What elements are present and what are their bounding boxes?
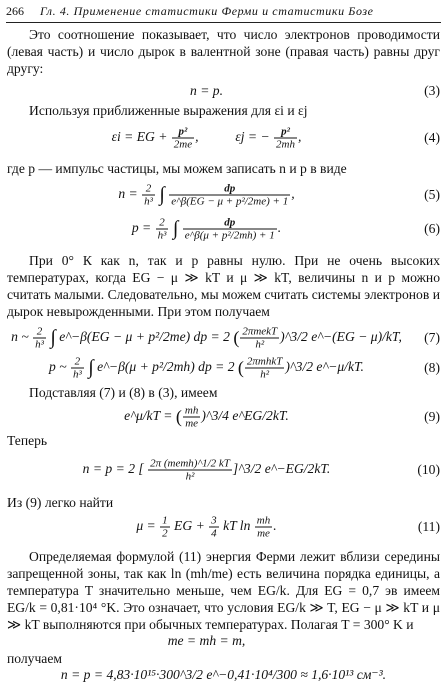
denominator: e^β(μ + p²/2mh) + 1: [184, 229, 275, 242]
paragraph: где p — импульс частицы, мы можем записать n и p в виде: [7, 161, 347, 176]
fraction: [245, 356, 284, 381]
denominator: h³: [35, 338, 44, 351]
equation-number: (10): [417, 462, 440, 477]
formula-part: )^3/2 e^−μ/kT.: [285, 359, 364, 375]
equation-formula: [0, 217, 413, 242]
equation-number: (7): [424, 330, 440, 345]
fraction: [240, 326, 279, 351]
denominator: h³: [144, 195, 153, 208]
running-header: [6, 2, 441, 23]
formula-part: EG +: [174, 518, 205, 534]
integral-sign: ∫: [172, 217, 179, 240]
paragraph: Используя приближенные выражения для εi и εj: [29, 103, 308, 118]
denominator: h²: [185, 470, 195, 483]
equation-formula: e^μ/kT = ( $\frac{mh}{me}$ )^3/4 e^EG/2kT.: [124, 404, 289, 430]
equation-formula: [0, 458, 413, 483]
equation-number: (5): [424, 187, 440, 202]
equation: [0, 178, 447, 212]
fraction: [142, 183, 155, 208]
formula-part: εi = EG +: [111, 129, 168, 145]
equation-formula: n = p.: [190, 83, 223, 98]
fraction: [183, 217, 277, 242]
formula-part: n =: [118, 186, 138, 202]
fraction: [255, 515, 272, 540]
equation-formula: n = p = 4,83·10¹⁵·300^3/2 e^−0,41·10⁴/300 ≈ 1,6·10¹³ см⁻³.: [60, 667, 387, 682]
denominator: e^β(EG − μ + p²/2me) + 1: [171, 195, 289, 208]
paragraph: Подставляя (7) и (8) в (3), имеем: [29, 385, 218, 400]
numerator: 2π (memh)^1/2 kT: [150, 457, 230, 470]
fraction: [148, 458, 232, 483]
denominator: h³: [157, 229, 167, 242]
formula-part: e^−β(EG − μ + p²/2me) dp = 2: [59, 329, 230, 345]
numerator: dp: [169, 183, 290, 196]
fraction: [274, 126, 297, 151]
numerator: p²: [274, 126, 297, 139]
formula-part: .: [277, 220, 282, 236]
equation-number: (8): [424, 360, 440, 375]
denominator: 4: [211, 527, 217, 540]
paragraph: Определяемая формулой (11) энергия Ферми лежит вблизи середины запрещенной зоны, так как ln (mh/me) есть величина порядка единицы, а температура T значительно меньше, чем EG/k. Для EG = 0,7 эв имеем EG/k = 0,81·10⁴ °K. Это означает, что условия EG/k ≫ T, EG − μ ≫ kT и μ ≫ kT выполняются при обычных температурах. Полагая T = 300° K и: [7, 549, 440, 632]
formula-part: μ =: [136, 518, 156, 534]
numerator: 2: [142, 183, 155, 196]
denominator: h²: [260, 368, 270, 381]
numerator: 2: [156, 217, 169, 230]
formula-part: )^3/4 e^EG/2kT.: [201, 408, 289, 424]
page-number: 266: [6, 4, 24, 18]
equation: [0, 450, 447, 490]
equation-formula: p ~ $\frac{2}{\text{h³}}$ ∫ e^−β(μ + p²/2mh) dp = 2 ( $\frac{\text{2πmhkT}}{\text{h²}}$ )^3/2 e^−μ/kT.: [49, 355, 364, 381]
numerator: 2: [33, 326, 46, 339]
paragraph: При 0° К как n, так и p равны нулю. При не очень высоких температурах, когда EG − μ ≫ kT и μ ≫ kT, величины n и p можно считать малыми. Следовательно, мы можем считать системы электронов и дырок невырожденными. При этом получаем: [7, 253, 440, 319]
numerator: mh: [184, 404, 199, 417]
paragraph: Из (9) легко найти: [7, 495, 114, 510]
equation-number: (6): [424, 221, 440, 236]
numerator: dp: [183, 217, 277, 230]
formula-part: p ~: [49, 359, 67, 375]
equation-number: (11): [417, 519, 440, 534]
numerator: p²: [172, 126, 194, 139]
paragraph: Теперь: [7, 433, 48, 448]
fraction: [71, 356, 84, 381]
paragraph: получаем: [7, 651, 62, 666]
equation-formula: [0, 183, 413, 208]
numerator: mh: [256, 514, 271, 527]
formula-part: kT ln: [223, 518, 251, 534]
equation: [0, 322, 447, 354]
denominator: 2: [162, 527, 168, 540]
equation: [0, 630, 447, 652]
formula-part: ]^3/2 e^−EG/2kT.: [232, 461, 331, 477]
denominator: h³: [73, 368, 82, 381]
equation-formula: [0, 515, 413, 540]
fraction: [169, 183, 290, 208]
formula-part: )^3/2 e^−(EG − μ)/kT,: [280, 329, 402, 345]
denominator: 2mh: [276, 138, 295, 151]
equation: [0, 212, 447, 246]
fraction: [172, 126, 194, 151]
equation-number: (9): [424, 409, 440, 424]
denominator: h²: [255, 338, 265, 351]
running-title: Гл. 4. Применение статистики Ферми и статистики Бозе: [40, 4, 374, 18]
formula-part: ,: [291, 186, 295, 202]
numerator: 2: [71, 356, 84, 369]
denominator: me: [257, 527, 270, 540]
equation: [0, 352, 447, 384]
equation: [0, 120, 447, 156]
numerator: 1: [162, 514, 168, 527]
equation-formula: [0, 126, 413, 151]
fraction: [209, 515, 219, 540]
fraction: [183, 405, 200, 430]
formula-part: p =: [131, 220, 152, 236]
equation-number: (4): [424, 130, 440, 145]
formula-part: e^−β(μ + p²/2mh) dp = 2: [97, 359, 235, 375]
fraction: [33, 326, 46, 351]
formula-part: .: [273, 518, 277, 534]
numerator: 2πmekT: [242, 325, 278, 338]
denominator: me: [185, 417, 199, 430]
equation: [0, 664, 447, 686]
equation-formula: n ~ $\frac{2}{\text{h³}}$ ∫ e^−β(EG − μ + p²/2me) dp = 2 ( $\frac{\text{2πmekT}}{\text{h²}}$ )^3/2 e^−(EG − μ)/kT,: [11, 325, 402, 351]
formula-part: ,: [297, 129, 302, 145]
fraction: [160, 515, 170, 540]
formula-part: εj = −: [235, 129, 270, 145]
integral-sign: ∫: [88, 356, 94, 379]
formula-part: e^μ/kT =: [124, 408, 173, 424]
formula-part: n = p = 2 [: [82, 461, 144, 477]
equation-number: (3): [424, 83, 440, 98]
fraction: [156, 217, 169, 242]
formula-part: n ~: [11, 329, 29, 345]
denominator: 2me: [173, 138, 193, 151]
equation: [0, 510, 447, 544]
numerator: 3: [211, 514, 217, 527]
integral-sign: ∫: [159, 183, 165, 206]
equation: [0, 400, 447, 434]
integral-sign: ∫: [50, 326, 56, 349]
equation-formula: me = mh = m,: [167, 633, 246, 648]
paragraph: Это соотношение показывает, что число электронов проводимости (левая часть) и число дырок в валентной зоне (правая часть) равны друг другу:: [7, 27, 440, 76]
numerator: 2πmhkT: [246, 355, 283, 368]
formula-part: ,: [195, 129, 199, 145]
